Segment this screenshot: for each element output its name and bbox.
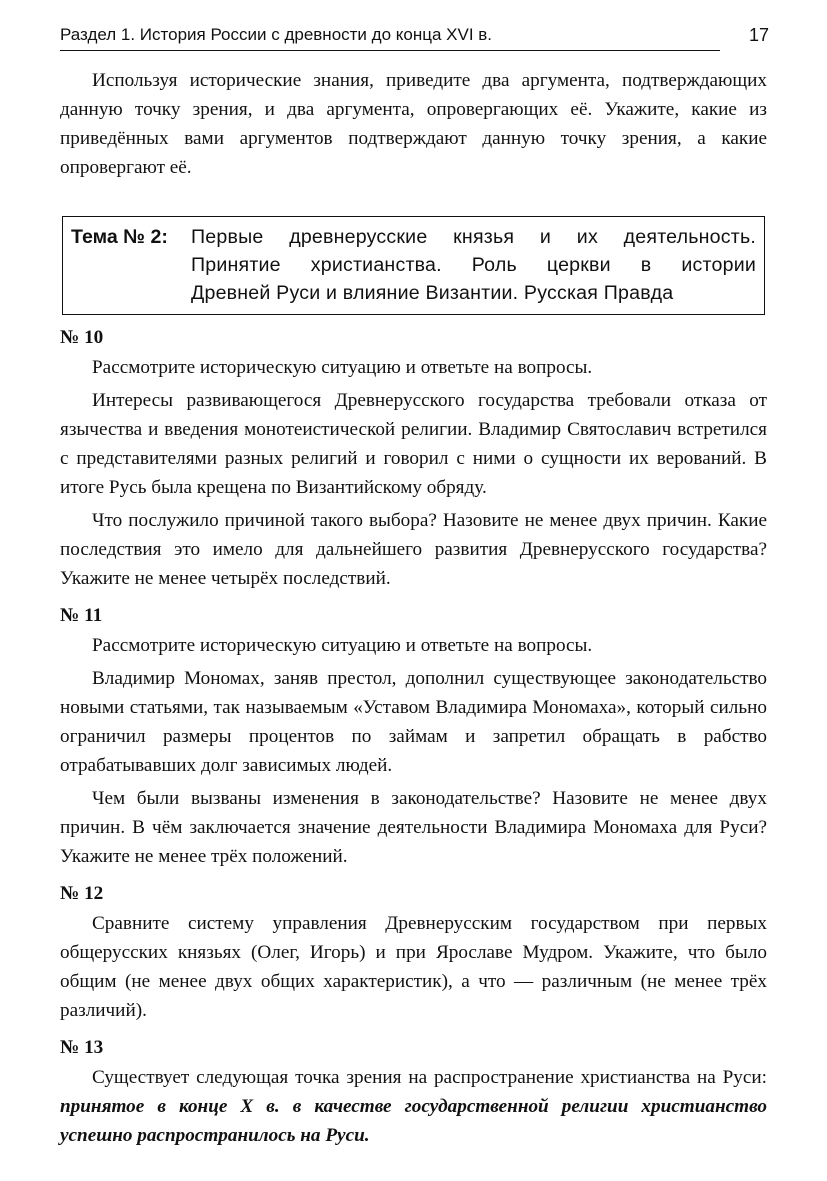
topic-line-1: Первые древнерусские князья и их деятельность. [191, 226, 756, 248]
topic-line-2: Принятие христианства. Роль церкви в истории [191, 254, 756, 276]
task-text: Сравните систему управления Древнерусским государством при первых общерусских князьях (Олег, Игорь) и при Ярославе Мудром. Укажите, что было общим (не менее двух общих характеристик), а что — различным (не менее трёх различий). [60, 913, 767, 1021]
task-number: № 13 [60, 1037, 104, 1058]
task-11 [60, 601, 767, 871]
topic-line-3: Древней Руси и влияние Византии. Русская Правда [191, 282, 674, 304]
task-number: № 11 [60, 605, 103, 626]
task-text [60, 1063, 767, 1150]
task-number: № 12 [60, 883, 104, 904]
task-instruction: Рассмотрите историческую ситуацию и ответьте на вопросы. [92, 635, 593, 656]
page-number: 17 [748, 25, 769, 45]
task-situation: Интересы развивающегося Древнерусского государства требовали отказа от язычества и введения монотеистической религии. Владимир Святославич встретился с представителями разных религий и говорил с ними о сущности их верований. В итоге Русь была крещена по Византийскому обряду. [60, 390, 767, 498]
task-10 [60, 323, 767, 593]
page-content [60, 66, 767, 1150]
header-rule [60, 50, 720, 51]
task-text-italic: принятое в конце X в. в качестве государственной религии христианство успешно распространилось на Руси. [60, 1096, 767, 1146]
task-13 [60, 1033, 767, 1150]
topic-box [62, 216, 765, 315]
task-12 [60, 879, 767, 1025]
topic-label: Тема № 2: [71, 226, 168, 248]
task-number: № 10 [60, 327, 104, 348]
task-questions: Что послужило причиной такого выбора? Назовите не менее двух причин. Какие последствия это имело для дальнейшего развития Древнерусского государства? Укажите не менее четырёх последствий. [60, 510, 767, 589]
task-text-plain: Существует следующая точка зрения на распространение христианства на Руси: [92, 1067, 767, 1088]
section-title: Раздел 1. История России с древности до конца XVI в. [60, 25, 493, 44]
intro-paragraph: Используя исторические знания, приведите два аргумента, подтверждающих данную точку зрения, и два аргумента, опровергающих её. Укажите, какие из приведённых вами аргументов подтверждают данную точку зрения, а какие опровергают её. [60, 70, 767, 178]
task-questions: Чем были вызваны изменения в законодательстве? Назовите не менее двух причин. В чём заключается значение деятельности Владимира Мономаха для Руси? Укажите не менее трёх положений. [60, 788, 767, 867]
task-instruction: Рассмотрите историческую ситуацию и ответьте на вопросы. [92, 357, 593, 378]
task-situation: Владимир Мономах, заняв престол, дополнил существующее законодательство новыми статьями, так называемым «Уставом Владимира Мономаха», который сильно ограничил размеры процентов по займам и запретил обращать в рабство отрабатывавших долг зависимых людей. [60, 668, 767, 776]
